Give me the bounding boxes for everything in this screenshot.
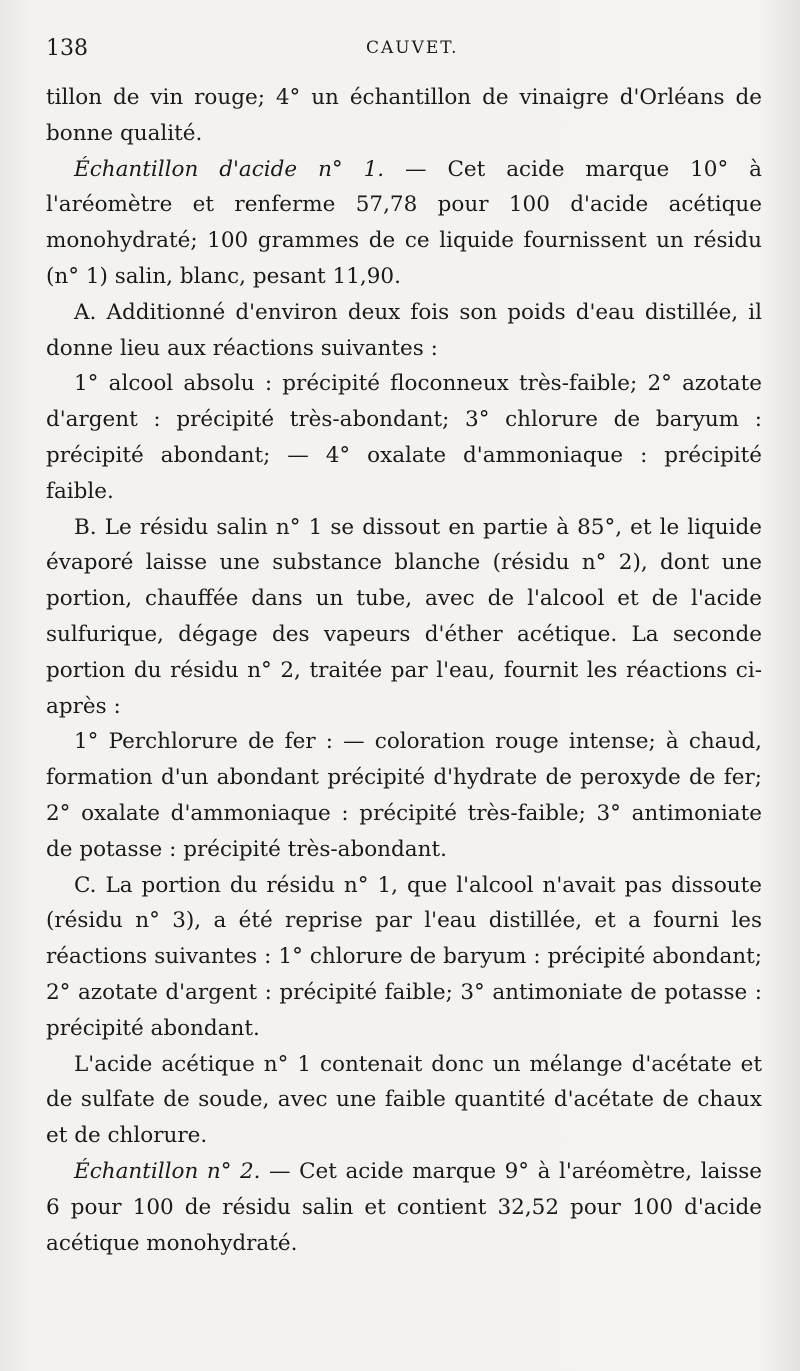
paragraph-text: 1° Perchlorure de fer : — coloration rouge intense; à chaud, formation d'un abondant précipité d'hydrate de peroxyde de fer; 2° oxalate d'ammoniaque : précipité très-faible; 3° antimoniate de potasse : précipité très-abondant. [46, 729, 762, 862]
sample-label: Échantillon n° 2. [74, 1158, 261, 1184]
paragraph-conclusion [46, 1047, 762, 1154]
paragraph-text: C. La portion du résidu n° 1, que l'alcool n'avait pas dissoute (résidu n° 3), a été reprise par l'eau distillée, et a fourni les réactions suivantes : 1° chlorure de baryum : précipité abondant; 2° azotate d'argent : précipité faible; 3° antimoniate de potasse : précipité abondant. [46, 872, 762, 1041]
paragraph-continuation [46, 80, 762, 152]
paragraph-text: — Cet acide marque 10° à l'aréomètre et renferme 57,78 pour 100 d'acide acétique monohydraté; 100 grammes de ce liquide fournissent un résidu (n° 1) salin, blanc, pesant 11,90. [46, 156, 762, 289]
paragraph-text: tillon de vin rouge; 4° un échantillon de vinaigre d'Orléans de bonne qualité. [46, 85, 762, 146]
paragraph-text: A. Additionné d'environ deux fois son poids d'eau distillée, il donne lieu aux réactions suivantes : [46, 299, 762, 361]
body-text [46, 80, 762, 1261]
paragraph-text: — Cet acide marque 9° à l'aréomètre, laisse 6 pour 100 de résidu salin et contient 32,52 pour 100 d'acide acétique monohydraté. [46, 1158, 762, 1256]
paragraph-a [46, 295, 762, 367]
paragraph-sample-2 [46, 1154, 762, 1261]
paragraph-text: B. Le résidu salin n° 1 se dissout en partie à 85°, et le liquide évaporé laisse une substance blanche (résidu n° 2), dont une portion, chauffée dans un tube, avec de l'alcool et de l'acide sulfurique, dégage des vapeurs d'éther acétique. La seconde portion du résidu n° 2, traitée par l'eau, fournit les réactions ci-après : [46, 514, 762, 719]
paragraph-b [46, 510, 762, 725]
paragraph-text: L'acide acétique n° 1 contenait donc un mélange d'acétate et de sulfate de soude, avec une faible quantité d'acétate de chaux et de chlorure. [46, 1051, 762, 1149]
paragraph-reactions-b [46, 724, 762, 867]
paragraph-sample-1 [46, 152, 762, 295]
sample-label: Échantillon d'acide n° 1. [74, 156, 385, 182]
page-header [46, 36, 766, 72]
paragraph-reactions-a [46, 366, 762, 509]
running-head: CAUVET. [366, 38, 459, 58]
paragraph-text: 1° alcool absolu : précipité floconneux très-faible; 2° azotate d'argent : précipité très-abondant; 3° chlorure de baryum : précipité abondant; — 4° oxalate d'ammoniaque : précipité faible. [46, 371, 762, 504]
paragraph-c [46, 868, 762, 1047]
page-number: 138 [46, 36, 88, 61]
